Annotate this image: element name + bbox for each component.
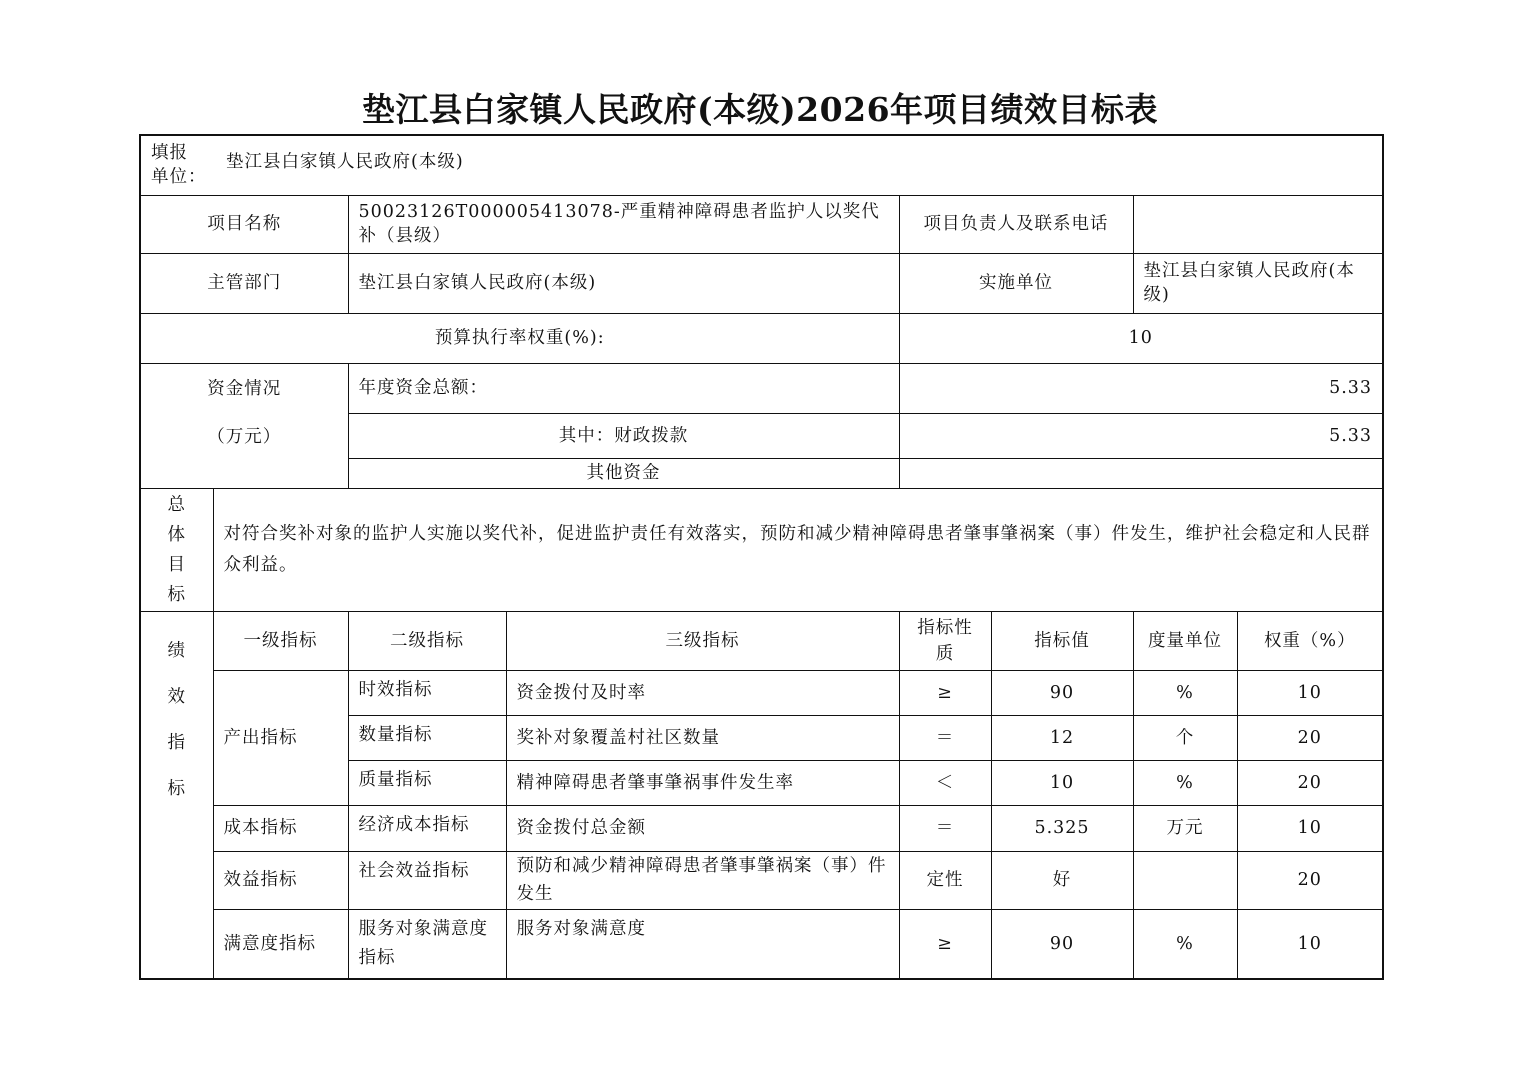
header-nature: 指标性质 bbox=[899, 611, 991, 670]
nature-cell: ＝ bbox=[899, 805, 991, 851]
level3-cell: 奖补对象覆盖村社区数量 bbox=[506, 715, 899, 760]
project-leader-label: 项目负责人及联系电话 bbox=[899, 195, 1133, 253]
level2-cell: 数量指标 bbox=[348, 715, 506, 760]
header-weight: 权重（%） bbox=[1237, 611, 1383, 670]
weight-cell: 20 bbox=[1237, 851, 1383, 909]
goal-text: 对符合奖补对象的监护人实施以奖代补，促进监护责任有效落实，预防和减少精神障碍患者肇事肇祸案（事）件发生，维护社会稳定和人民群众利益。 bbox=[213, 488, 1383, 611]
header-level3: 三级指标 bbox=[506, 611, 899, 670]
project-name-value: 50023126T000005413078-严重精神障碍患者监护人以奖代补（县级） bbox=[348, 195, 899, 253]
perf-label-char: 效 bbox=[167, 686, 186, 707]
perf-label-char: 指 bbox=[167, 732, 186, 753]
weight-cell: 10 bbox=[1237, 670, 1383, 715]
goal-label-char: 体 bbox=[167, 524, 186, 545]
perf-label bbox=[140, 611, 213, 979]
level2-cell: 质量指标 bbox=[348, 760, 506, 805]
unit-row bbox=[140, 135, 1383, 195]
value-cell: 好 bbox=[991, 851, 1133, 909]
level3-cell: 资金拨付及时率 bbox=[506, 670, 899, 715]
indicator-row bbox=[140, 805, 1383, 851]
level2-cell: 服务对象满意度指标 bbox=[348, 909, 506, 979]
indicator-row bbox=[140, 909, 1383, 979]
value-cell: 10 bbox=[991, 760, 1133, 805]
goal-label bbox=[140, 488, 213, 611]
group-output: 产出指标 bbox=[213, 670, 348, 805]
weight-cell: 20 bbox=[1237, 715, 1383, 760]
goal-row bbox=[140, 488, 1383, 611]
nature-cell: ＜ bbox=[899, 760, 991, 805]
value-cell: 12 bbox=[991, 715, 1133, 760]
unit-cell: % bbox=[1133, 760, 1237, 805]
perf-label-char: 标 bbox=[167, 778, 186, 799]
budget-row bbox=[140, 313, 1383, 363]
nature-cell: ≥ bbox=[899, 670, 991, 715]
unit-value: 垫江县白家镇人民政府(本级) bbox=[226, 152, 464, 173]
group-benefit: 效益指标 bbox=[213, 851, 348, 909]
unit-label-line1: 填报 bbox=[151, 143, 188, 164]
unit-cell: % bbox=[1133, 909, 1237, 979]
perf-label-char: 绩 bbox=[167, 640, 186, 661]
value-cell: 90 bbox=[991, 670, 1133, 715]
budget-label: 预算执行率权重(%): bbox=[140, 313, 899, 363]
funds-other-label: 其他资金 bbox=[348, 458, 899, 488]
nature-cell: ≥ bbox=[899, 909, 991, 979]
funds-label bbox=[140, 363, 348, 488]
budget-value: 10 bbox=[899, 313, 1383, 363]
level2-cell: 社会效益指标 bbox=[348, 851, 506, 909]
unit-cell bbox=[1133, 851, 1237, 909]
nature-cell: 定性 bbox=[899, 851, 991, 909]
funds-total-label: 年度资金总额： bbox=[348, 363, 899, 413]
level3-cell: 资金拨付总金额 bbox=[506, 805, 899, 851]
header-level1: 一级指标 bbox=[213, 611, 348, 670]
nature-cell: ＝ bbox=[899, 715, 991, 760]
header-level2: 二级指标 bbox=[348, 611, 506, 670]
unit-cell: % bbox=[1133, 670, 1237, 715]
group-cost: 成本指标 bbox=[213, 805, 348, 851]
unit-cell bbox=[140, 135, 1383, 195]
weight-cell: 10 bbox=[1237, 805, 1383, 851]
perf-header-row bbox=[140, 611, 1383, 670]
goal-label-char: 总 bbox=[167, 494, 186, 515]
level3-cell: 精神障碍患者肇事肇祸事件发生率 bbox=[506, 760, 899, 805]
dept-row bbox=[140, 253, 1383, 313]
level3-cell: 服务对象满意度 bbox=[506, 909, 899, 979]
funds-label-line1: 资金情况 bbox=[207, 378, 282, 399]
project-row bbox=[140, 195, 1383, 253]
level2-cell: 经济成本指标 bbox=[348, 805, 506, 851]
funds-other-value bbox=[899, 458, 1383, 488]
header-unit: 度量单位 bbox=[1133, 611, 1237, 670]
level3-cell: 预防和减少精神障碍患者肇事肇祸案（事）件发生 bbox=[506, 851, 899, 909]
weight-cell: 20 bbox=[1237, 760, 1383, 805]
funds-total-row bbox=[140, 363, 1383, 413]
page-title: 垫江县白家镇人民政府(本级)2026年项目绩效目标表 bbox=[361, 90, 1159, 129]
impl-unit-value: 垫江县白家镇人民政府(本级) bbox=[1133, 253, 1383, 313]
funds-label-line2: （万元） bbox=[207, 426, 282, 447]
value-cell: 5.325 bbox=[991, 805, 1133, 851]
weight-cell: 10 bbox=[1237, 909, 1383, 979]
level2-cell: 时效指标 bbox=[348, 670, 506, 715]
dept-value: 垫江县白家镇人民政府(本级) bbox=[348, 253, 899, 313]
unit-cell: 个 bbox=[1133, 715, 1237, 760]
indicator-row bbox=[140, 670, 1383, 715]
group-satisfaction: 满意度指标 bbox=[213, 909, 348, 979]
goal-label-char: 标 bbox=[167, 584, 186, 605]
unit-label-line2: 单位： bbox=[151, 167, 207, 188]
indicator-row bbox=[140, 851, 1383, 909]
header-value: 指标值 bbox=[991, 611, 1133, 670]
project-leader-value bbox=[1133, 195, 1383, 253]
value-cell: 90 bbox=[991, 909, 1133, 979]
goal-label-char: 目 bbox=[167, 554, 186, 575]
performance-target-table bbox=[139, 134, 1384, 980]
unit-cell: 万元 bbox=[1133, 805, 1237, 851]
funds-fiscal-label: 其中：财政拨款 bbox=[348, 413, 899, 458]
funds-total-value: 5.33 bbox=[899, 363, 1383, 413]
project-name-label: 项目名称 bbox=[140, 195, 348, 253]
funds-fiscal-value: 5.33 bbox=[899, 413, 1383, 458]
impl-unit-label: 实施单位 bbox=[899, 253, 1133, 313]
dept-label: 主管部门 bbox=[140, 253, 348, 313]
